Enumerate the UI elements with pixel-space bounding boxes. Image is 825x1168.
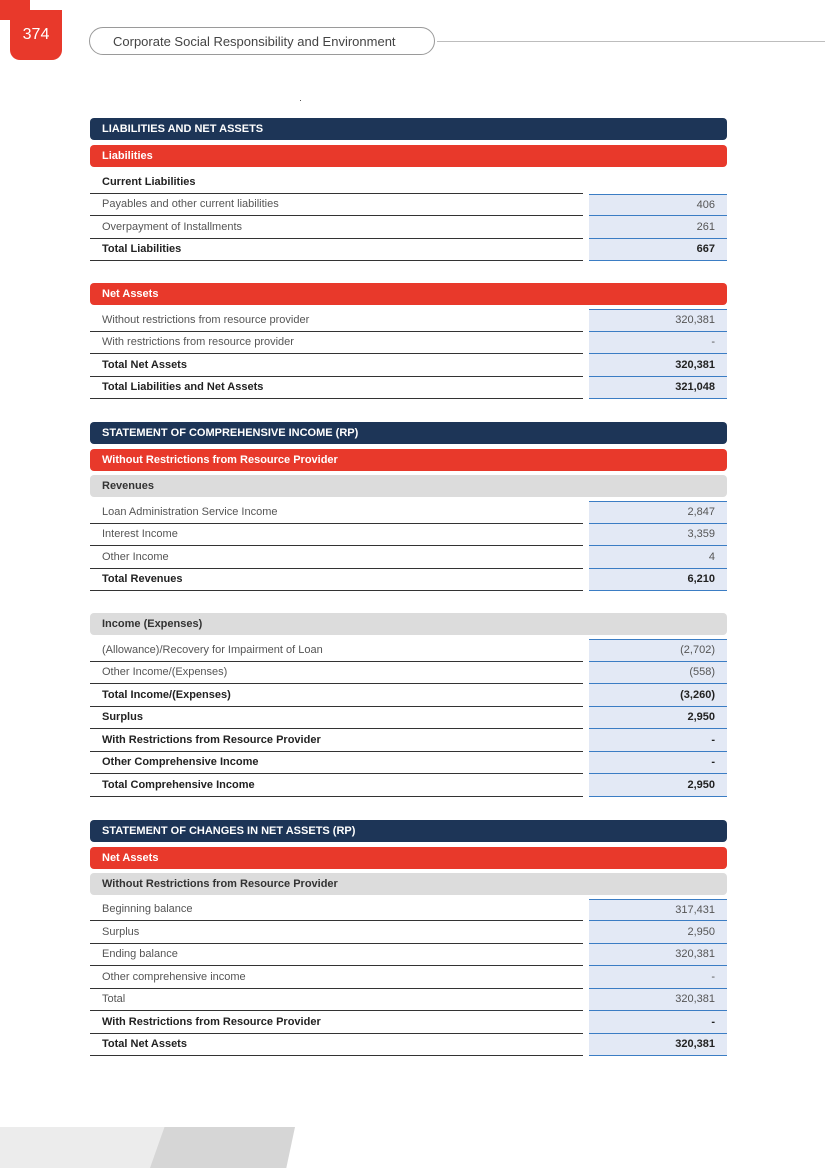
row-value: 320,381 [589,989,727,1012]
subheading: Net Assets [102,851,159,864]
row-value: 2,847 [589,501,727,524]
row-value: 320,381 [589,944,727,967]
row-label: With restrictions from resource provider [90,332,583,355]
table-row [90,216,727,239]
income-expenses-subheader [90,613,727,635]
row-value: 2,950 [589,707,727,730]
row-label: Loan Administration Service Income [90,501,583,524]
without-restrictions-subheader [90,449,727,471]
row-label: With Restrictions from Resource Provider [90,1011,583,1034]
net-assets-subheader [90,283,727,305]
section-title: Corporate Social Responsibility and Environment [113,33,396,49]
subheading: Without Restrictions from Resource Provider [102,454,338,466]
current-liabilities-row [90,171,727,194]
row-label: Other Comprehensive Income [90,752,583,775]
table-row-total [90,1011,727,1034]
section-heading: STATEMENT OF CHANGES IN NET ASSETS (RP) [102,824,356,837]
subheading: Income (Expenses) [102,618,203,630]
subheading: Net Assets [102,288,159,300]
table-row-total [90,752,727,775]
header-divider [437,41,825,42]
table-row [90,501,727,524]
row-value: 667 [589,239,727,262]
table-row-total [90,774,727,797]
row-label: Other Income/(Expenses) [90,662,583,685]
row-label: Surplus [90,921,583,944]
page-number-tab [10,10,62,60]
table-row [90,546,727,569]
footer-decoration-dark [150,1127,295,1168]
table-row-total [90,239,727,262]
table-row [90,989,727,1012]
row-label: With Restrictions from Resource Provider [90,729,583,752]
row-label: Total Net Assets [90,354,583,377]
liabilities-subheader [90,145,727,167]
section-heading: LIABILITIES AND NET ASSETS [102,123,264,135]
footer-decoration-light [0,1127,170,1168]
row-label: (Allowance)/Recovery for Impairment of Loan [90,639,583,662]
table-row-total [90,729,727,752]
row-value: 320,381 [589,309,727,332]
section-title-pill [89,27,435,55]
table-row-total [90,684,727,707]
row-label: Total [90,989,583,1012]
row-label: Ending balance [90,944,583,967]
row-label: Total Liabilities [90,239,583,262]
table-row [90,944,727,967]
row-value: - [589,729,727,752]
subheading: Liabilities [102,150,153,162]
row-value: (558) [589,662,727,685]
row-value: - [589,1011,727,1034]
row-value: 3,359 [589,524,727,547]
row-value: 4 [589,546,727,569]
row-label: Current Liabilities [90,171,583,194]
row-label: Interest Income [90,524,583,547]
row-label: Total Liabilities and Net Assets [90,377,583,400]
table-row [90,921,727,944]
table-row [90,639,727,662]
row-value: 317,431 [589,899,727,922]
section-heading: STATEMENT OF COMPREHENSIVE INCOME (RP) [102,427,359,439]
revenues-subheader [90,475,727,497]
row-value: - [589,752,727,775]
subheading: Revenues [102,480,154,492]
table-row-total [90,569,727,592]
row-label: Other comprehensive income [90,966,583,989]
row-value: 321,048 [589,377,727,400]
row-value: (3,260) [589,684,727,707]
subheading: Without Restrictions from Resource Provider [102,877,338,890]
table-row-total [90,1034,727,1057]
without-restrictions-subheader [90,873,727,895]
row-value: - [589,966,727,989]
row-value: 2,950 [589,774,727,797]
table-row-total [90,707,727,730]
table-row [90,899,727,922]
table-row [90,524,727,547]
row-label: Other Income [90,546,583,569]
table-row [90,966,727,989]
comprehensive-income-header [90,422,727,444]
row-label: Total Comprehensive Income [90,774,583,797]
financial-statements [90,118,727,1056]
row-value: 406 [589,194,727,217]
table-row [90,662,727,685]
row-value: 261 [589,216,727,239]
row-value: 6,210 [589,569,727,592]
decorative-dot [300,100,301,101]
net-assets-subheader [90,847,727,869]
row-value: 2,950 [589,921,727,944]
row-label: Overpayment of Installments [90,216,583,239]
row-label: Without restrictions from resource provider [90,309,583,332]
row-label: Payables and other current liabilities [90,194,583,217]
row-label: Total Revenues [90,569,583,592]
table-row-total [90,377,727,400]
row-label: Surplus [90,707,583,730]
row-value: - [589,332,727,355]
row-label: Total Income/(Expenses) [90,684,583,707]
row-label: Beginning balance [90,899,583,922]
page-number: 374 [22,26,50,43]
row-value: (2,702) [589,639,727,662]
row-value: 320,381 [589,354,727,377]
table-row-total [90,354,727,377]
table-row [90,332,727,355]
table-row [90,309,727,332]
liabilities-net-assets-header [90,118,727,140]
row-label: Total Net Assets [90,1034,583,1057]
table-row [90,194,727,217]
row-value: 320,381 [589,1034,727,1057]
changes-net-assets-header [90,820,727,842]
